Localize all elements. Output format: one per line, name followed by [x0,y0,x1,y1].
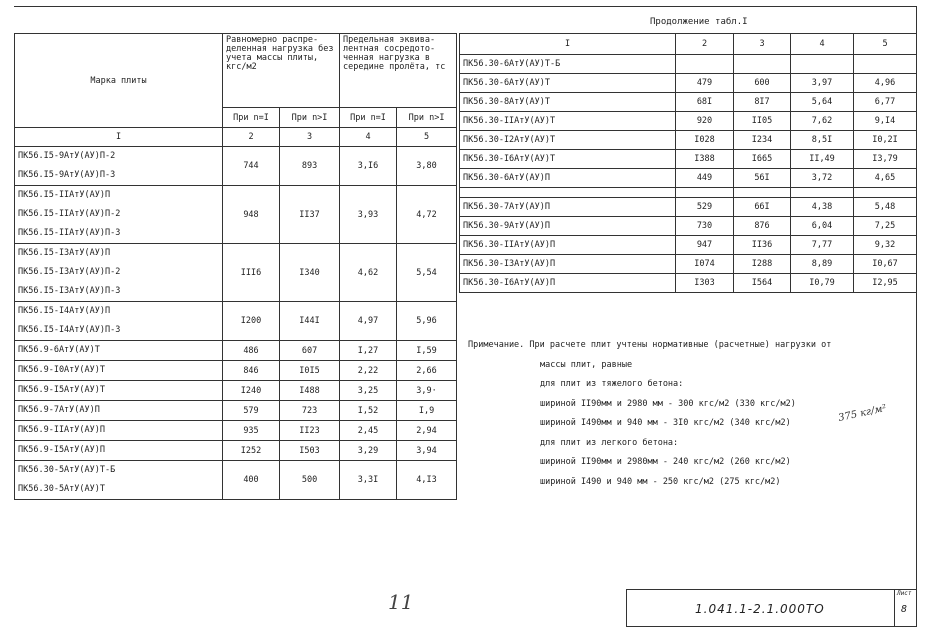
value-cell: I3,79 [854,150,917,169]
value-cell: 449 [676,169,734,188]
brand-cell [15,401,223,421]
table-row [460,112,917,131]
plate-mark: ПК56.30-9АтУ(АУ)П [460,217,676,236]
value-cell: 3,80 [397,147,457,186]
value-cell: 6,04 [791,217,854,236]
value-cell: I240 [223,381,280,401]
value-cell: 4,62 [340,244,397,302]
plate-mark: ПК56.30-I3АтУ(АУ)П [460,255,676,274]
plate-mark: ПК56.9-I0АтУ(АУ)Т [18,365,105,375]
table-row [15,421,457,441]
value-cell: 4,97 [340,302,397,341]
table-row [15,441,457,461]
brand-cell [15,302,223,341]
plate-mark: ПК56.30-6АтУ(АУ)П [460,169,676,188]
value-cell: I,9 [397,401,457,421]
value-cell: 486 [223,341,280,361]
brand-cell [15,147,223,186]
value-cell: I665 [734,150,791,169]
value-cell: II,49 [791,150,854,169]
plate-mark: ПК56.I5-9АтУ(АУ)П-3 [18,170,116,180]
brand-cell [15,441,223,461]
sub-header: При n>I [280,108,340,128]
value-cell: 2,66 [397,361,457,381]
value-cell: 3,94 [397,441,457,461]
table-row [15,341,457,361]
value-cell: 3,72 [791,169,854,188]
sheet-number: 8 [901,604,908,615]
value-cell: 68I [676,93,734,112]
value-cell: 935 [223,421,280,441]
title-block [626,589,917,627]
value-cell: I488 [280,381,340,401]
value-cell: 744 [223,147,280,186]
table-row [15,244,457,302]
value-cell: 3,29 [340,441,397,461]
plate-mark: ПК56.30-7АтУ(АУ)П [460,198,676,217]
value-cell: 9,32 [854,236,917,255]
note-block [468,336,831,492]
value-cell: II05 [734,112,791,131]
value-cell: 730 [676,217,734,236]
table-row [460,93,917,112]
value-cell: 479 [676,74,734,93]
brand-cell [15,421,223,441]
plate-mark: ПК56.30-8АтУ(АУ)Т [460,93,676,112]
sheet-box [894,590,917,626]
value-cell: 9,I4 [854,112,917,131]
brand-cell [15,186,223,244]
value-cell: II36 [734,236,791,255]
value-cell: 600 [734,74,791,93]
plate-mark: ПК56.30-IIАтУ(АУ)П [460,236,676,255]
value-cell: 876 [734,217,791,236]
spacer-cell [676,188,734,198]
value-cell: 5,96 [397,302,457,341]
value-cell: 529 [676,198,734,217]
value-cell: 3,25 [340,381,397,401]
concentrated-load-header: Предельная эквива-лентная сосредото-ченная нагрузка в середине пролёта, тс [340,34,457,108]
table-row [460,169,917,188]
value-cell: 5,54 [397,244,457,302]
spacer-cell [460,188,676,198]
spacer-cell [791,188,854,198]
value-cell: I388 [676,150,734,169]
plate-mark: ПК56.9-I5АтУ(АУ)Т [18,385,105,395]
value-cell: I074 [676,255,734,274]
col-number: 3 [734,34,791,55]
sub-header: При n=I [223,108,280,128]
right-table [459,33,917,293]
plate-mark: ПК56.30-I6АтУ(АУ)П [460,274,676,293]
value-cell [734,55,791,74]
value-cell: I0,67 [854,255,917,274]
value-cell: 56I [734,169,791,188]
plate-mark: ПК56.I5-IIАтУ(АУ)П-3 [18,228,121,238]
value-cell: I0,2I [854,131,917,150]
value-cell: 7,62 [791,112,854,131]
table-row [15,361,457,381]
table-row [15,381,457,401]
value-cell: 920 [676,112,734,131]
value-cell: I252 [223,441,280,461]
value-cell: 3,9· [397,381,457,401]
plate-mark: ПК56.I5-I4АтУ(АУ)П [18,306,111,316]
spacer-cell [734,188,791,198]
value-cell: I200 [223,302,280,341]
value-cell: II23 [280,421,340,441]
note-line: Примечание. При расчете плит учтены нормативные (расчетные) нагрузки от [468,340,832,350]
continuation-label: Продолжение табл.I [650,17,748,27]
plate-mark: ПК56.30-I6АтУ(АУ)Т [460,150,676,169]
value-cell: 5,48 [854,198,917,217]
col-number: 4 [340,128,397,147]
value-cell: 8I7 [734,93,791,112]
value-cell: 846 [223,361,280,381]
value-cell: I44I [280,302,340,341]
value-cell [854,55,917,74]
uniform-load-header: Равномерно распре-деленная нагрузка без учета массы плиты, кгс/м2 [223,34,340,108]
table-row [460,74,917,93]
value-cell: I,52 [340,401,397,421]
note-line: для плит из тяжелого бетона: [540,379,684,389]
brand-cell [15,341,223,361]
value-cell: 4,96 [854,74,917,93]
plate-mark: ПК56.I5-IIАтУ(АУ)П-2 [18,209,121,219]
col-number: I [15,128,223,147]
value-cell: 4,72 [397,186,457,244]
col-number: 5 [854,34,917,55]
value-cell: 5,64 [791,93,854,112]
table-row [15,147,457,186]
plate-mark: ПК56.9-IIАтУ(АУ)П [18,425,105,435]
value-cell [791,55,854,74]
value-cell: 500 [280,461,340,500]
value-cell: 3,97 [791,74,854,93]
note-line: шириной II90мм и 2980 мм - 300 кгс/м2 (330 кгс/м2) [540,398,796,409]
plate-mark: ПК56.30-6АтУ(АУ)Т [460,74,676,93]
brand-header: Марка плиты [15,34,223,128]
note-line: шириной II90мм и 2980мм - 240 кгс/м2 (260 кгс/м2) [540,457,791,467]
table-row [460,150,917,169]
value-cell: II37 [280,186,340,244]
table-row [460,198,917,217]
plate-mark: ПК56.9-I5АтУ(АУ)П [18,445,105,455]
col-number: 5 [397,128,457,147]
value-cell: 579 [223,401,280,421]
plate-mark: ПК56.I5-I3АтУ(АУ)П-2 [18,267,121,277]
plate-mark: ПК56.30-5АтУ(АУ)Т-Б [18,465,116,475]
value-cell: 7,25 [854,217,917,236]
value-cell: I028 [676,131,734,150]
table-row [15,186,457,244]
value-cell: 947 [676,236,734,255]
brand-cell [15,244,223,302]
value-cell: 2,94 [397,421,457,441]
value-cell [676,55,734,74]
value-cell: 607 [280,341,340,361]
value-cell: I0I5 [280,361,340,381]
note-line: массы плит, равные [540,359,633,370]
sheet-label: Лист [897,590,912,597]
value-cell: I,27 [340,341,397,361]
value-cell: 8,5I [791,131,854,150]
value-cell: I2,95 [854,274,917,293]
value-cell: I234 [734,131,791,150]
value-cell: I,59 [397,341,457,361]
plate-mark: ПК56.30-5АтУ(АУ)Т [18,484,105,494]
value-cell: I564 [734,274,791,293]
value-cell: 66I [734,198,791,217]
table-row [15,302,457,341]
brand-cell [15,461,223,500]
plate-mark: ПК56.I5-I3АтУ(АУ)П [18,248,111,258]
left-table [14,33,457,500]
value-cell: 6,77 [854,93,917,112]
plate-mark: ПК56.30-6АтУ(АУ)Т-Б [460,55,676,74]
note-line: шириной I490мм и 940 мм - 3I0 кгс/м2 (340 кгс/м2) [540,418,791,428]
col-number: I [460,34,676,55]
sub-header: При n=I [340,108,397,128]
table-row [15,401,457,421]
value-cell: 3,93 [340,186,397,244]
table-row [460,255,917,274]
value-cell: I288 [734,255,791,274]
plate-mark: ПК56.I5-I3АтУ(АУ)П-3 [18,286,121,296]
sub-header: При n>I [397,108,457,128]
value-cell: I0,79 [791,274,854,293]
plate-mark: ПК56.I5-I4АтУ(АУ)П-3 [18,325,121,335]
value-cell: 3,I6 [340,147,397,186]
col-number: 2 [676,34,734,55]
value-cell: I503 [280,441,340,461]
plate-mark: ПК56.I5-9АтУ(АУ)П-2 [18,151,116,161]
value-cell: 4,I3 [397,461,457,500]
value-cell: 2,45 [340,421,397,441]
table-row [15,461,457,500]
value-cell: 3,3I [340,461,397,500]
table-row [460,55,917,74]
value-cell: 893 [280,147,340,186]
handwritten-page-number: 11 [388,590,414,614]
value-cell: 723 [280,401,340,421]
table-row [460,236,917,255]
plate-mark: ПК56.9-6АтУ(АУ)Т [18,345,100,355]
plate-mark: ПК56.I5-IIАтУ(АУ)П [18,190,111,200]
plate-mark: ПК56.30-IIАтУ(АУ)Т [460,112,676,131]
value-cell: I340 [280,244,340,302]
col-number: 4 [791,34,854,55]
plate-mark: ПК56.30-I2АтУ(АУ)Т [460,131,676,150]
handwritten-margin-note: 375 кг/м² [837,403,888,424]
value-cell: 400 [223,461,280,500]
col-number: 3 [280,128,340,147]
value-cell: I303 [676,274,734,293]
value-cell: 8,89 [791,255,854,274]
value-cell: III6 [223,244,280,302]
value-cell: 4,65 [854,169,917,188]
brand-cell [15,361,223,381]
plate-mark: ПК56.9-7АтУ(АУ)П [18,405,100,415]
value-cell: 2,22 [340,361,397,381]
note-line: шириной I490 и 940 мм - 250 кгс/м2 (275 кгс/м2) [540,476,781,487]
brand-cell [15,381,223,401]
spacer-cell [854,188,917,198]
value-cell: 948 [223,186,280,244]
note-line: для плит из легкого бетона: [540,437,679,448]
table-row [460,131,917,150]
table-row [460,274,917,293]
spacer-row [460,188,917,198]
col-number: 2 [223,128,280,147]
table-row [460,217,917,236]
document-code: 1.041.1-2.1.000ТО [695,602,825,616]
value-cell: 4,38 [791,198,854,217]
value-cell: 7,77 [791,236,854,255]
